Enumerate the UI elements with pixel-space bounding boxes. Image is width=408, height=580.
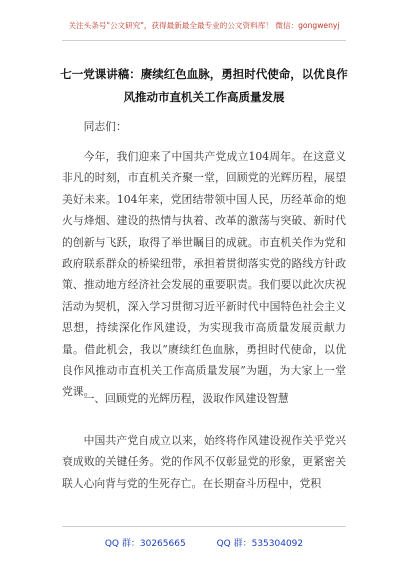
- footer-qq-group-2: QQ 群：535304092: [216, 539, 304, 549]
- header-divider: [62, 40, 346, 41]
- footer: [0, 536, 408, 549]
- footer-divider: [62, 526, 346, 527]
- document-title: 七一党课讲稿：赓续红色血脉，勇担时代使命，以优良作风推动市直机关工作高质量发展: [60, 67, 348, 104]
- header-note: 关注头条号"公文研究"，获得最新最全最专业的公文资料库！ 微信：gongwenyj: [68, 21, 340, 30]
- paragraph-intro: 今年，我们迎来了中国共产党成立104周年。在这意义非凡的时刻，市直机关齐聚一堂，回顾党的光辉历程，展望美好未来。104年来，党团结带领中国人民，历经革命的炮火与烽烟、建设的热情与执着、改革的激荡与突破、新时代的创新与飞跃，取得了举世瞩目的成就。市直机关作为党和政府联系群众的桥梁纽带，承担着贯彻落实党的路线方针政策、推动地方经济社会发展的重要职责。我们要以此次庆祝活动为契机，深入学习贯彻习近平新时代中国特色社会主义思想，持续深化作风建设，为实现我市高质量发展贡献力量。借此机会，我以“赓续红色血脉，勇担时代使命，以优良作风推动市直机关工作高质量发展”为题，为大家上一堂党课。: [62, 150, 346, 399]
- footer-qq-group-1: QQ 群：30265665: [104, 539, 186, 549]
- paragraph-section1: 中国共产党自成立以来，始终将作风建设视作关乎党兴衰成败的关键任务。党的作风不仅彰显党的形象，更紧密关联人心向背与党的生死存亡。在长期奋斗历程中，党积: [62, 434, 346, 490]
- salutation: 同志们：: [83, 120, 127, 133]
- section-heading: 一、回顾党的光辉历程，汲取作风建设智慧: [83, 392, 289, 405]
